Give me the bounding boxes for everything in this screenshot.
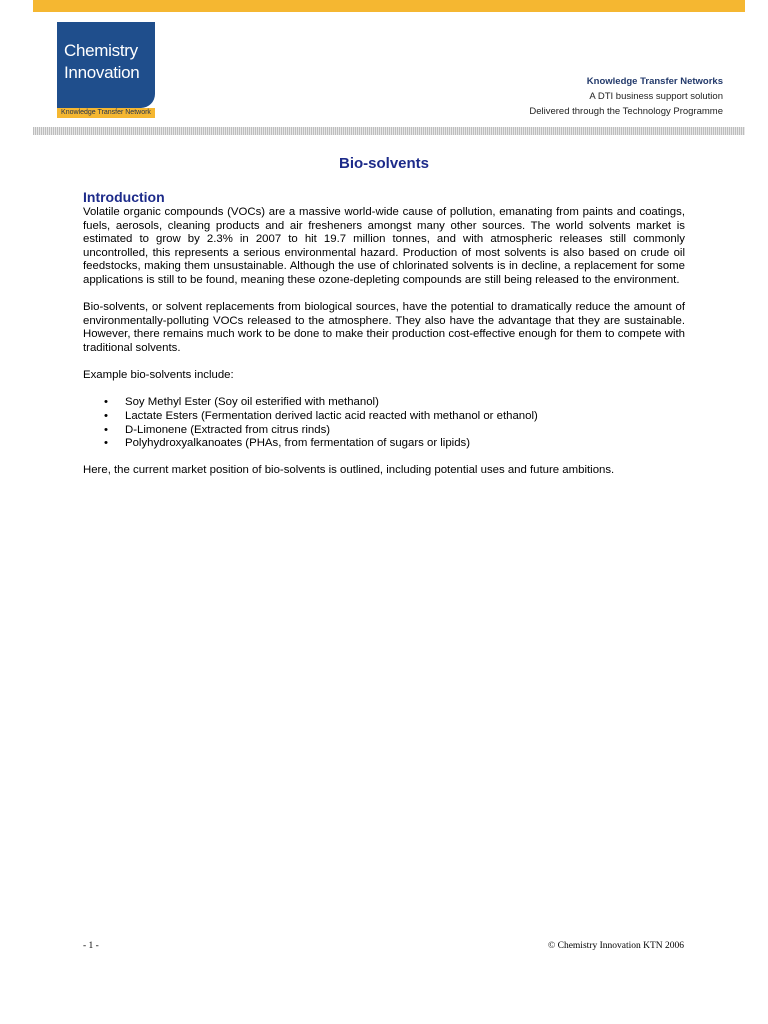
section-heading: Introduction (83, 189, 165, 205)
page-number: - 1 - (83, 941, 99, 951)
list-item (104, 409, 685, 424)
chemistry-innovation-logo (57, 22, 155, 108)
list-item-text: Polyhydroxyalkanoates (PHAs, from fermentation of sugars or lipids) (125, 437, 471, 450)
header-programme: Delivered through the Technology Programme (529, 106, 723, 117)
list-item-text: Soy Methyl Ester (Soy oil esterified with methanol) (125, 396, 379, 409)
logo-text (64, 40, 139, 84)
logo-line-2: Innovation (64, 63, 140, 82)
document-body (83, 189, 685, 491)
list-item-text: Lactate Esters (Fermentation derived lactic acid reacted with methanol or ethanol) (125, 409, 538, 422)
copyright-notice: © Chemistry Innovation KTN 2006 (548, 941, 684, 951)
list-item (104, 437, 685, 451)
closing-paragraph: Here, the current market position of bio-solvents is outlined, including potential uses and future ambitions. (83, 464, 615, 477)
list-item (104, 423, 685, 438)
bullet-icon: • (104, 409, 108, 422)
logo-tagline: Knowledge Transfer Network (57, 108, 155, 118)
logo-line-1: Chemistry (64, 41, 138, 60)
bullet-icon: • (104, 423, 108, 436)
bullet-icon: • (104, 437, 108, 450)
paragraph: Bio-solvents, or solvent replacements from biological sources, have the potential to dramatically reduce the amount of environmentally-polluting VOCs released to the atmosphere. They also have the advantage that they are sustainable. However, there remains much work to be done to make their production cost-effective enough for them to compete with traditional solvents. (83, 301, 685, 354)
paragraph: Volatile organic compounds (VOCs) are a massive world-wide cause of pollution, emanating from paints and coatings, fuels, aerosols, cleaning products and air fresheners amongst many other sources. The world solvents market is estimated to grow by 2.3% in 2007 to hit 19.7 million tonnes, and with atmospheric releases still commonly uncontrolled, this represents a serious environmental hazard. Production of most solvents is also based on crude oil feedstocks, making them unsustainable. Although the use of chlorinated solvents is in decline, a replacement for some applications is still to be found, meaning these ozone-depleting compounds are still being released to the environment. (83, 206, 685, 286)
bio-solvent-list (83, 396, 685, 450)
header-divider-stripe (33, 127, 745, 135)
list-item (104, 396, 685, 410)
bullet-icon: • (104, 396, 108, 409)
top-accent-bar (33, 0, 745, 12)
header-right-block (529, 74, 723, 119)
paragraph: Example bio-solvents include: (83, 369, 234, 382)
list-item-text: D-Limonene (Extracted from citrus rinds) (125, 423, 331, 436)
document-title: Bio-solvents (338, 155, 429, 172)
header-ktn-title: Knowledge Transfer Networks (586, 76, 723, 87)
header-subtitle: A DTI business support solution (589, 91, 723, 102)
